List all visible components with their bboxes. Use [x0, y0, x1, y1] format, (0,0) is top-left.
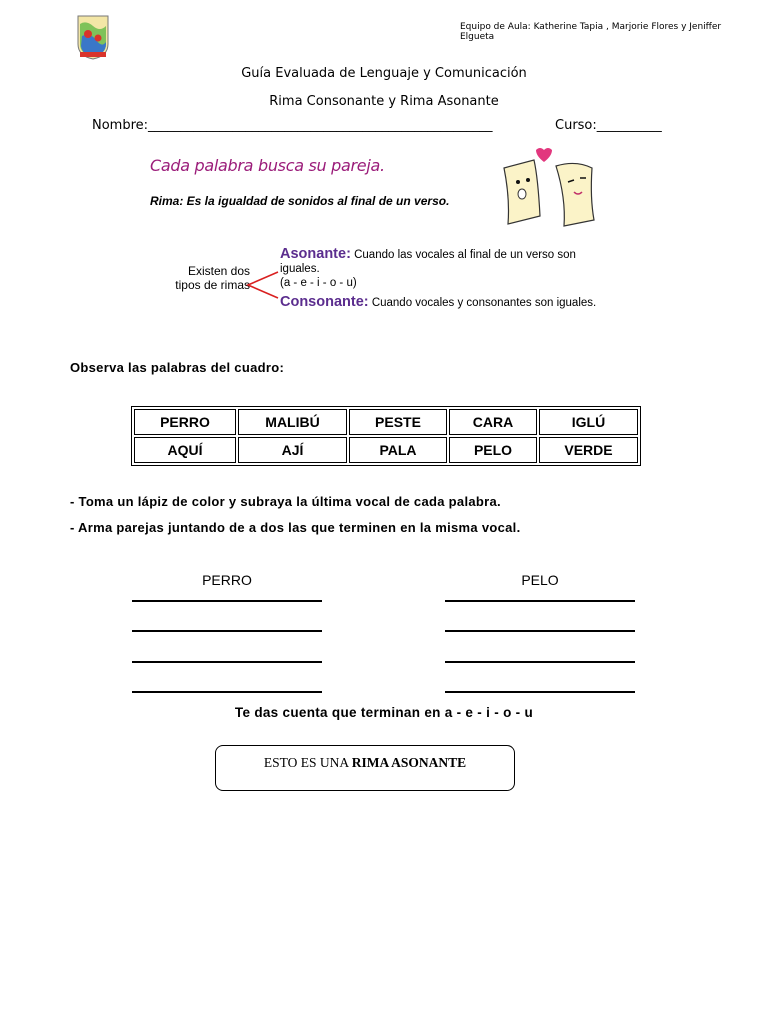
observe-instruction: Observa las palabras del cuadro: [70, 360, 285, 375]
left-column-head: PERRO [202, 572, 252, 588]
table-row [134, 409, 638, 435]
answer-line[interactable] [132, 661, 322, 663]
instruction-pairs: - Arma parejas juntando de a dos las que terminen en la misma vocal. [70, 520, 521, 535]
consonante-text: Cuando vocales y consonantes son iguales. [371, 297, 597, 309]
conclusion-box [215, 745, 515, 791]
right-column-head: PELO [521, 572, 559, 588]
word-cell: MALIBÚ [238, 409, 347, 435]
conclusion-prefix: ESTO ES UNA [263, 755, 349, 770]
word-cell: AQUÍ [134, 437, 236, 463]
page-title: Guía Evaluada de Lenguaje y Comunicación [241, 66, 527, 81]
rima-types-label: Existen dos tipos de rimas [175, 264, 250, 292]
word-cell: IGLÚ [539, 409, 638, 435]
answer-line[interactable] [445, 661, 635, 663]
name-field[interactable]: Nombre:_____________________________________________________ [92, 118, 493, 133]
word-cell: PERRO [134, 409, 236, 435]
word-cell: PALA [349, 437, 447, 463]
slogan-heading: Cada palabra busca su pareja. [150, 156, 385, 175]
consonante-title: Consonante: [280, 294, 369, 310]
course-field[interactable]: Curso:__________ [555, 118, 662, 133]
word-cell: PELO [449, 437, 537, 463]
table-row [134, 437, 638, 463]
answer-line[interactable] [445, 630, 635, 632]
asonante-title: Asonante: [280, 246, 351, 262]
page-subtitle: Rima Consonante y Rima Asonante [269, 94, 499, 109]
asonante-vowels: (a - e - i - o - u) [280, 277, 357, 289]
word-cell: AJÍ [238, 437, 347, 463]
answer-line[interactable] [132, 600, 322, 602]
bracket-arrow [244, 270, 280, 300]
conclusion-emphasis: RIMA ASONANTE [351, 755, 467, 770]
answer-line[interactable] [445, 600, 635, 602]
answer-line[interactable] [132, 630, 322, 632]
asonante-description [280, 247, 600, 290]
consonante-description [280, 295, 600, 310]
team-credits: Equipo de Aula: Katherine Tapia , Marjorie Flores y Jeniffer Elgueta [460, 22, 722, 42]
answer-line[interactable] [132, 691, 322, 693]
rima-definition: Rima: Es la igualdad de sonidos al final de un verso. [150, 194, 450, 208]
paper-couple-illustration [494, 138, 606, 228]
word-table [131, 406, 641, 466]
vowel-realization: Te das cuenta que terminan en a - e - i - o - u [234, 705, 534, 720]
word-cell: VERDE [539, 437, 638, 463]
word-cell: CARA [449, 409, 537, 435]
school-crest-logo [76, 14, 110, 60]
asonante-text: Cuando las vocales al final de un verso son iguales. [280, 249, 576, 275]
instruction-underline: - Toma un lápiz de color y subraya la última vocal de cada palabra. [70, 494, 501, 509]
word-cell: PESTE [349, 409, 447, 435]
answer-line[interactable] [445, 691, 635, 693]
